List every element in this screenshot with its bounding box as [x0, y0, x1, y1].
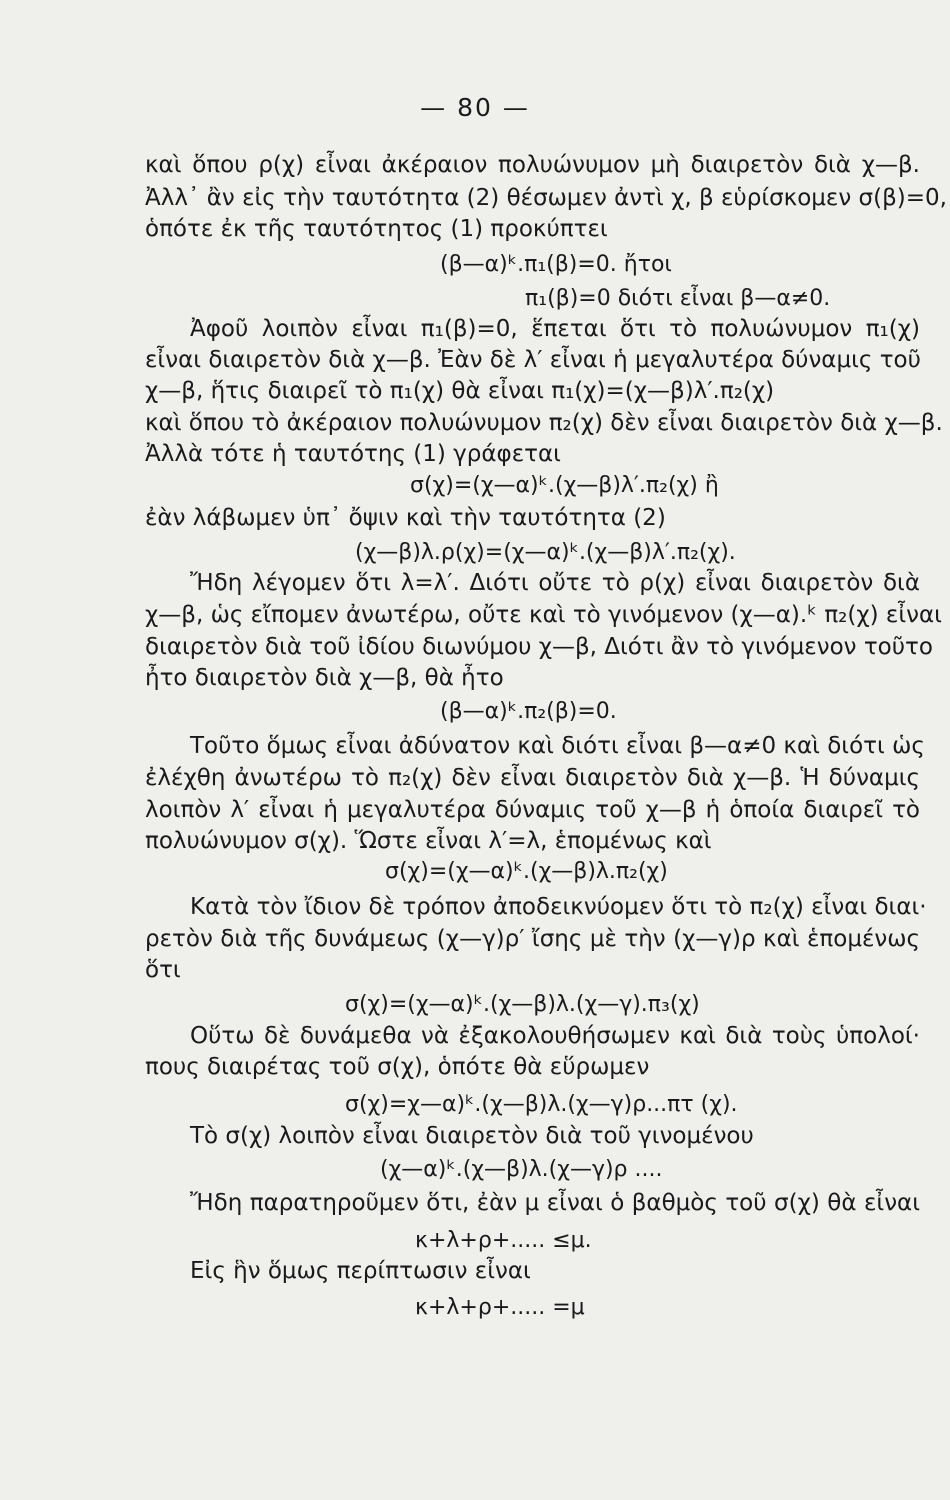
text-line: εἶναι διαιρετὸν διὰ χ—β. Ἐὰν δὲ λ′ εἶναι ἡ μεγαλυτέρα δύναμις τοῦ — [145, 347, 921, 373]
equation-line: σ(χ)=(χ—α)ᵏ.(χ—β)λ.π₂(χ) — [385, 859, 668, 884]
text-line: χ—β, ὡς εἴπομεν ἀνωτέρω, οὔτε καὶ τὸ γινόμενον (χ—α).ᵏ π₂(χ) εἶναι — [145, 602, 942, 628]
equation-line: σ(χ)=(χ—α)ᵏ.(χ—β)λ′.π₂(χ) ἢ — [410, 473, 719, 498]
text-line: χ—β, ἥτις διαιρεῖ τὸ π₁(χ) θὰ εἶναι π₁(χ)=(χ—β)λ′.π₂(χ) — [145, 378, 775, 404]
text-line: Ἀφοῦ λοιπὸν εἶναι π₁(β)=0, ἕπεται ὅτι τὸ πολυώνυμον π₁(χ) — [190, 316, 920, 342]
text-line: Εἰς ἣν ὅμως περίπτωσιν εἶναι — [190, 1258, 531, 1284]
text-line: καὶ ὅπου τὸ ἀκέραιον πολυώνυμον π₂(χ) δὲν εἶναι διαιρετὸν διὰ χ—β. — [145, 410, 943, 436]
text-line: Οὕτω δὲ δυνάμεθα νὰ ἐξακολουθήσωμεν καὶ διὰ τοὺς ὑπολοί· — [190, 1023, 920, 1049]
text-line: Κατὰ τὸν ἴδιον δὲ τρόπον ἀποδεικνύομεν ὅτι τὸ π₂(χ) εἶναι διαι· — [190, 894, 927, 920]
text-line: Ἀλλὰ τότε ἡ ταυτότης (1) γράφεται — [145, 441, 561, 467]
text-line: Τὸ σ(χ) λοιπὸν εἶναι διαιρετὸν διὰ τοῦ γινομένου — [190, 1123, 754, 1149]
text-line: καὶ ὅπου ρ(χ) εἶναι ἀκέραιον πολυώνυμον μὴ διαιρετὸν διὰ χ—β. — [145, 152, 920, 178]
text-line: ἦτο διαιρετὸν διὰ χ—β, θὰ ἦτο — [145, 665, 504, 691]
equation-line: (β—α)ᵏ.π₁(β)=0. ἤτοι — [440, 252, 672, 277]
equation-line: κ+λ+ρ+..... ≤μ. — [415, 1228, 592, 1253]
equation-line: π₁(β)=0 διότι εἶναι β—α≠0. — [525, 286, 831, 311]
text-line: ρετὸν διὰ τῆς δυνάμεως (χ—γ)ρ′ ἴσης μὲ τὴν (χ—γ)ρ καὶ ἑπομένως — [145, 926, 920, 952]
text-line: ἐλέχθη ἀνωτέρω τὸ π₂(χ) δὲν εἶναι διαιρετὸν διὰ χ—β. Ἡ δύναμις — [145, 765, 920, 791]
text-line: διαιρετὸν διὰ τοῦ ἰδίου διωνύμου χ—β, Διότι ἂν τὸ γινόμενον τοῦτο — [145, 634, 933, 660]
page-number: — 80 — — [420, 93, 530, 122]
text-line: Ἤδη παρατηροῦμεν ὅτι, ἐὰν μ εἶναι ὁ βαθμὸς τοῦ σ(χ) θὰ εἶναι — [190, 1190, 920, 1216]
equation-line: σ(χ)=(χ—α)ᵏ.(χ—β)λ.(χ—γ).π₃(χ) — [345, 992, 700, 1017]
text-line: λοιπὸν λ′ εἶναι ἡ μεγαλυτέρα δύναμις τοῦ χ—β ἡ ὁποία διαιρεῖ τὸ — [145, 797, 920, 823]
text-line: ἐὰν λάβωμεν ὑπ᾽ ὄψιν καὶ τὴν ταυτότητα (2) — [145, 505, 666, 531]
equation-line: (χ—β)λ.ρ(χ)=(χ—α)ᵏ.(χ—β)λ′.π₂(χ). — [355, 540, 736, 565]
text-line: πολυώνυμον σ(χ). Ὥστε εἶναι λ′=λ, ἑπομένως καὶ — [145, 828, 712, 854]
text-line: πους διαιρέτας τοῦ σ(χ), ὁπότε θὰ εὕρωμεν — [145, 1054, 650, 1080]
equation-line: (χ—α)ᵏ.(χ—β)λ.(χ—γ)ρ .... — [380, 1157, 663, 1182]
text-line: ὁπότε ἐκ τῆς ταυτότητος (1) προκύπτει — [145, 216, 608, 242]
equation-line: κ+λ+ρ+..... =μ — [415, 1295, 585, 1320]
text-line: Ἀλλ᾽ ἂν εἰς τὴν ταυτότητα (2) θέσωμεν ἀντὶ χ, β εὑρίσκομεν σ(β)=0, — [145, 185, 947, 211]
text-line: ὅτι — [145, 957, 181, 983]
equation-line: σ(χ)=χ—α)ᵏ.(χ—β)λ.(χ—γ)ρ...πτ (χ). — [345, 1092, 738, 1117]
equation-line: (β—α)ᵏ.π₂(β)=0. — [440, 699, 617, 724]
text-line: Τοῦτο ὅμως εἶναι ἀδύνατον καὶ διότι εἶναι β—α≠0 καὶ διότι ὡς — [190, 733, 925, 759]
text-line: Ἤδη λέγομεν ὅτι λ=λ′. Διότι οὔτε τὸ ρ(χ) εἶναι διαιρετὸν διὰ — [190, 570, 920, 596]
